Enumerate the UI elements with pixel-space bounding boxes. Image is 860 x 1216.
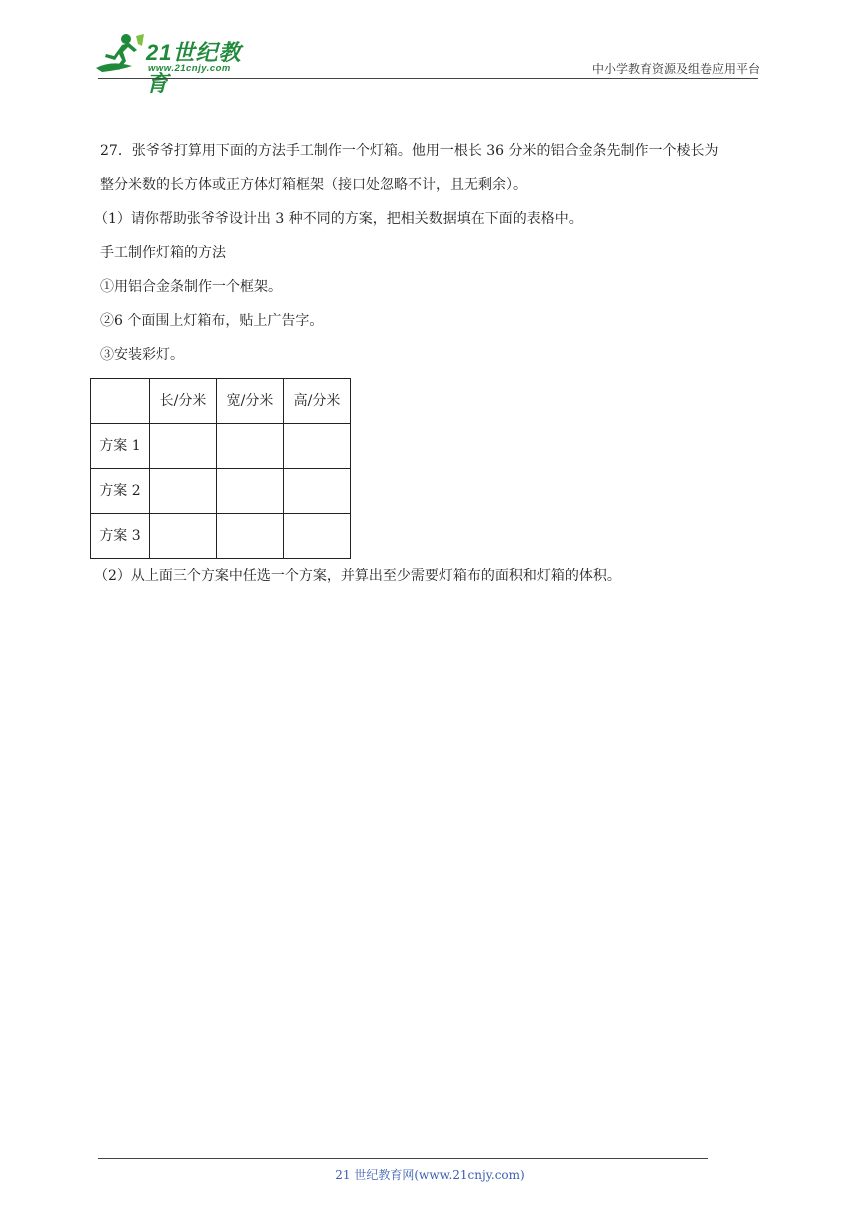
question-part1: （1）请你帮助张爷爷设计出 3 种不同的方案，把相关数据填在下面的表格中。 xyxy=(94,211,583,227)
header-divider xyxy=(98,78,758,79)
method-title: 手工制作灯箱的方法 xyxy=(100,245,226,261)
table-cell[interactable] xyxy=(217,469,284,514)
row-label: 方案 2 xyxy=(91,469,150,514)
table-cell[interactable] xyxy=(217,424,284,469)
table-header-cell xyxy=(91,379,150,424)
method-step2: ②6 个面围上灯箱布，贴上广告字。 xyxy=(100,313,324,329)
question-part2: （2）从上面三个方案中任选一个方案，并算出至少需要灯箱布的面积和灯箱的体积。 xyxy=(94,568,621,584)
method-step1: ①用铝合金条制作一个框架。 xyxy=(100,279,282,295)
table-cell[interactable] xyxy=(284,514,351,559)
logo-url: www.21cnjy.com xyxy=(148,63,231,74)
table-header-width: 宽/分米 xyxy=(217,379,284,424)
table-header-length: 长/分米 xyxy=(150,379,217,424)
row-label: 方案 1 xyxy=(91,424,150,469)
question-content xyxy=(94,134,770,593)
table-row xyxy=(91,469,351,514)
footer-divider xyxy=(98,1158,708,1159)
site-logo xyxy=(92,30,262,96)
runner-logo-icon xyxy=(92,30,148,78)
table-cell[interactable] xyxy=(284,424,351,469)
footer-link[interactable]: 21 世纪教育网(www.21cnjy.com) xyxy=(335,1168,525,1182)
table-row xyxy=(91,424,351,469)
table-header-row xyxy=(91,379,351,424)
plan-table xyxy=(90,378,351,559)
table-cell[interactable] xyxy=(284,469,351,514)
table-cell[interactable] xyxy=(150,469,217,514)
platform-name: 中小学教育资源及组卷应用平台 xyxy=(591,62,760,76)
table-header-height: 高/分米 xyxy=(284,379,351,424)
logo-text: 21世纪教育 xyxy=(146,40,242,96)
table-cell[interactable] xyxy=(150,514,217,559)
row-label: 方案 3 xyxy=(91,514,150,559)
table-row xyxy=(91,514,351,559)
method-step3: ③安装彩灯。 xyxy=(100,347,184,363)
question-stem-line1: 27．张爷爷打算用下面的方法手工制作一个灯箱。他用一根长 36 分米的铝合金条先制作一个棱长为 xyxy=(100,143,719,159)
page-header xyxy=(92,30,760,96)
table-cell[interactable] xyxy=(217,514,284,559)
table-cell[interactable] xyxy=(150,424,217,469)
question-stem-line2: 整分米数的长方体或正方体灯箱框架（接口处忽略不计，且无剩余）。 xyxy=(100,177,527,193)
